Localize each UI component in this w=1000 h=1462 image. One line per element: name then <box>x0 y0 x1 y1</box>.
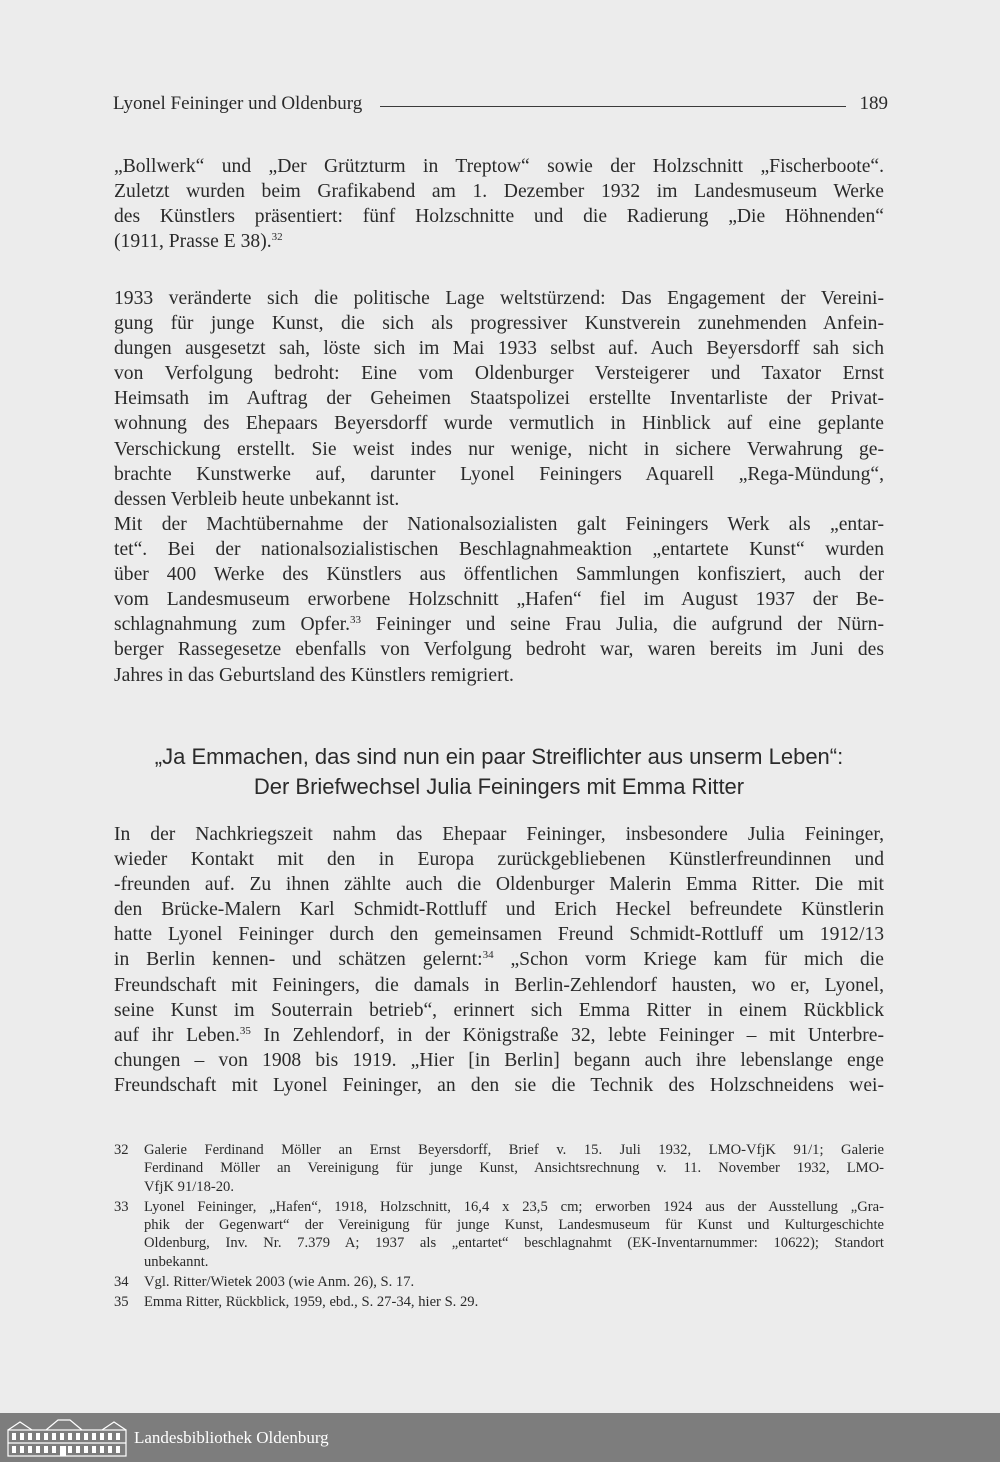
text-line: „Bollwerk“ und „Der Grützturm in Treptow“ sowie der Holzschnitt „Fischerboote“. <box>114 156 884 177</box>
footnote-body <box>144 1198 884 1271</box>
text-line: von Verfolgung bedroht: Eine vom Oldenburger Versteigerer und Taxator Ernst <box>114 363 884 385</box>
footnote-line: unbekannt. <box>144 1253 209 1270</box>
section-heading <box>114 742 884 802</box>
text-segment: schlagnahmung zum Opfer. <box>114 614 350 636</box>
heading-line-2: Der Briefwechsel Julia Feiningers mit Emma Ritter <box>253 774 745 799</box>
footnote-number: 35 <box>114 1294 129 1311</box>
footnote-ref-32: 32 <box>271 231 283 244</box>
footnote-34 <box>114 1273 884 1291</box>
footnote-number: 33 <box>114 1198 129 1215</box>
paragraph-1 <box>114 154 884 254</box>
text-line: gung für junge Kunst, die sich als progressiver Kunstverein zunehmenden Anfein- <box>114 313 884 335</box>
footnote-body <box>144 1293 884 1311</box>
footnote-line: VfjK 91/18-20. <box>144 1178 234 1195</box>
footnotes <box>114 1141 884 1314</box>
text-line: Heimsath im Auftrag der Geheimen Staatspolizei erstellte Inventarliste der Privat- <box>114 388 884 410</box>
text-line: hatte Lyonel Feininger durch den gemeinsamen Freund Schmidt-Rottluff um 1912/13 <box>114 924 884 946</box>
text-line <box>114 612 884 637</box>
text-line: dessen Verbleib heute unbekannt ist. <box>114 488 400 510</box>
text-line: über 400 Werke des Künstlers aus öffentlichen Sammlungen konfisziert, auch der <box>114 564 884 586</box>
text-line: tet“. Bei der nationalsozialistischen Beschlagnahmeaktion „entartete Kunst“ wurden <box>114 539 884 561</box>
library-name: Landesbibliothek Oldenburg <box>134 1427 329 1447</box>
running-title: Lyonel Feininger und Oldenburg <box>113 93 363 114</box>
paragraph-2 <box>114 286 884 512</box>
text-line: vom Landesmuseum erworbene Holzschnitt „Hafen“ fiel im August 1937 der Be- <box>114 589 884 611</box>
text-line: den Brücke-Malern Karl Schmidt-Rottluff und Erich Heckel befreundete Künstlerin <box>114 899 884 921</box>
running-header <box>113 89 888 119</box>
footnote-line: Ferdinand Möller an Vereinigung für junge Kunst, Ansichtsrechnung v. 11. November 1932, LMO- <box>144 1160 884 1177</box>
footnote-line: Galerie Ferdinand Möller an Ernst Beyersdorff, Brief v. 15. Juli 1932, LMO-VfjK 91/1; Galerie <box>144 1142 884 1158</box>
footnote-line: Oldenburg, Inv. Nr. 7.379 A; 1937 als „entartet“ beschlagnahmt (EK-Inventarnummer: 10622); Standort <box>144 1235 884 1252</box>
footnote-body <box>144 1273 884 1291</box>
text-segment: in Berlin kennen- und schätzen gelernt: <box>114 949 483 971</box>
text-line: dungen ausgesetzt sah, löste sich im Mai 1933 selbst auf. Auch Beyersdorff sah sich <box>114 338 884 360</box>
text-line: brachte Kunstwerke auf, darunter Lyonel Feiningers Aquarell „Rega-Mündung“, <box>114 463 884 485</box>
footnote-number: 34 <box>114 1274 129 1291</box>
text-line: wohnung des Ehepaars Beyersdorff wurde vermutlich in Hinblick auf eine geplante <box>114 413 884 435</box>
footnote-line: Emma Ritter, Rückblick, 1959, ebd., S. 27-34, hier S. 29. <box>144 1294 479 1311</box>
paragraph-3 <box>114 512 884 688</box>
footnote-32 <box>114 1141 884 1196</box>
text-line: Freundschaft mit Feiningers, die damals in Berlin-Zehlendorf hausten, wo er, Lyonel, <box>114 974 884 996</box>
text-line: -freunden auf. Zu ihnen zählte auch die Oldenburger Malerin Emma Ritter. Die mit <box>114 874 884 896</box>
text-line: seine Kunst im Souterrain betrieb“, erinnert sich Emma Ritter in einem Rückblick <box>114 999 884 1021</box>
text-segment: Feininger und seine Frau Julia, die aufgrund der Nürn- <box>361 614 884 636</box>
footnote-33 <box>114 1198 884 1271</box>
text-line <box>114 1023 884 1048</box>
footnote-body <box>144 1141 884 1196</box>
text-line: wieder Kontakt mit den in Europa zurückgebliebenen Künstlerfreundinnen und <box>114 849 884 871</box>
text-line: berger Rassegesetze ebenfalls von Verfolgung bedroht war, waren bereits im Juni des <box>114 639 884 661</box>
paragraph-4 <box>114 822 884 1098</box>
text-line: Jahres in das Geburtsland des Künstlers remigriert. <box>114 664 514 686</box>
library-footer-bar <box>0 1413 1000 1462</box>
text-segment: (1911, Prasse E 38). <box>114 231 272 253</box>
footnote-ref-34: 34 <box>482 949 494 962</box>
text-segment: In Zehlendorf, in der Königstraße 32, lebte Feininger – mit Unterbre- <box>250 1024 884 1046</box>
footnote-number: 32 <box>114 1142 129 1158</box>
text-segment: auf ihr Leben. <box>114 1024 240 1046</box>
text-line: Verschickung erstellt. Sie weist indes nur wenige, nicht in sichere Verwahrung ge- <box>114 438 884 460</box>
footnote-line: Vgl. Ritter/Wietek 2003 (wie Anm. 26), S. 17. <box>144 1274 415 1291</box>
footnote-line: Lyonel Feininger, „Hafen“, 1918, Holzschnitt, 16,4 x 23,5 cm; erworben 1924 aus der Ausstellung „Gra- <box>144 1198 884 1215</box>
text-line: chungen – von 1908 bis 1919. „Hier [in Berlin] begann auch ihre lebenslange enge <box>114 1049 884 1071</box>
text-line: 1933 veränderte sich die politische Lage weltstürzend: Das Engagement der Vereini- <box>114 288 884 309</box>
footnote-ref-35: 35 <box>239 1024 251 1037</box>
text-segment: „Schon vorm Kriege kam für mich die <box>493 949 884 971</box>
text-line: Mit der Machtübernahme der Nationalsozialisten galt Feiningers Werk als „entar- <box>114 514 884 535</box>
text-line: des Künstlers präsentiert: fünf Holzschnitte und die Radierung „Die Höhnenden“ <box>114 206 884 228</box>
library-building-icon <box>6 1418 128 1458</box>
text-line: Freundschaft mit Lyonel Feininger, an den sie die Technik des Holzschneidens wei- <box>114 1074 884 1096</box>
heading-line-1: „Ja Emmachen, das sind nun ein paar Streiflichter aus unserm Leben“: <box>154 744 844 769</box>
page-number: 189 <box>859 93 888 114</box>
text-line <box>114 947 884 972</box>
text-line <box>114 229 884 254</box>
footnote-line: phik der Gegenwart“ der Vereinigung für junge Kunst, Landesmuseum für Kunst und Kulturgeschichte <box>144 1217 884 1234</box>
text-line: Zuletzt wurden beim Grafikabend am 1. Dezember 1932 im Landesmuseum Werke <box>114 181 884 203</box>
text-line: In der Nachkriegszeit nahm das Ehepaar Feininger, insbesondere Julia Feininger, <box>114 824 884 845</box>
footnote-35 <box>114 1293 884 1311</box>
header-rule <box>380 106 845 107</box>
footnote-ref-33: 33 <box>350 614 361 627</box>
